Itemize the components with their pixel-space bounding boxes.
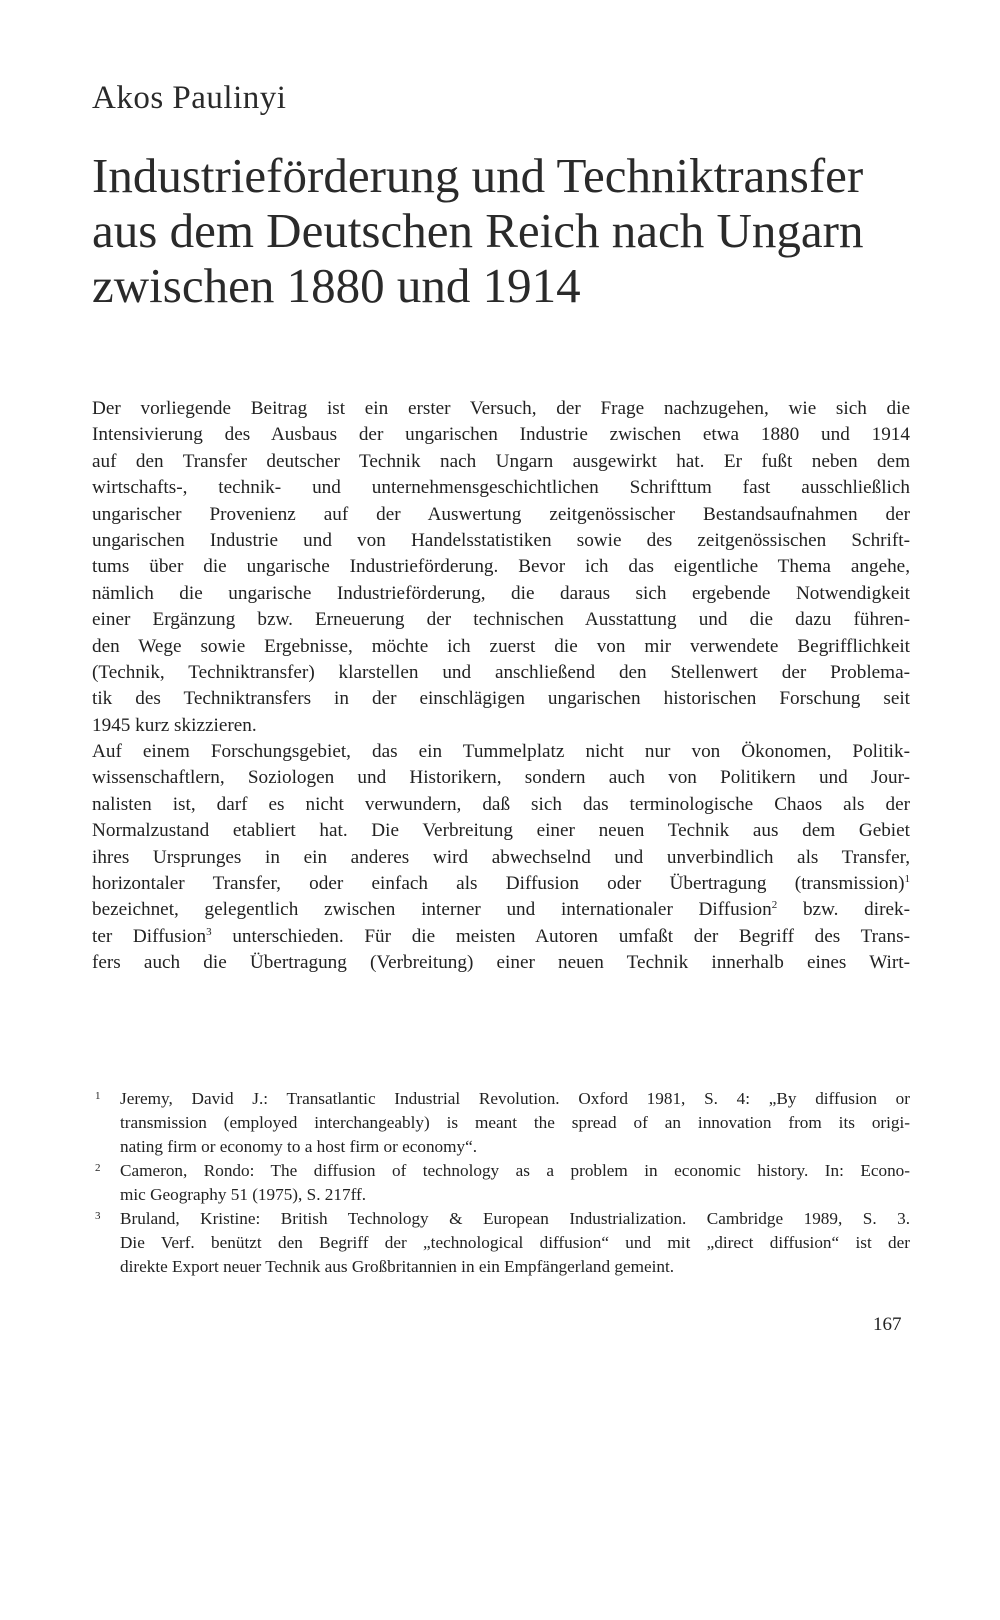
text-line: auf den Transfer deutscher Technik nach Ungarn ausgewirkt hat. Er fußt neben dem xyxy=(92,450,910,472)
paragraph-1 xyxy=(92,396,910,739)
text-line: (Technik, Techniktransfer) klarstellen und anschließend den Stellenwert der Problema- xyxy=(92,661,910,683)
footnote-line: direkte Export neuer Technik aus Großbritannien in ein Empfängerland gemeint. xyxy=(120,1257,675,1276)
author-name: Akos Paulinyi xyxy=(92,80,287,116)
text-line: Auf einem Forschungsgebiet, das ein Tummelplatz nicht nur von Ökonomen, Politik- xyxy=(92,741,910,763)
footnote-line: mic Geography 51 (1975), S. 217ff. xyxy=(120,1185,366,1204)
footnote-ref: 1 xyxy=(904,873,910,886)
text-line: ungarischer Provenienz auf der Auswertung zeitgenössischer Bestandsaufnahmen der xyxy=(92,503,910,525)
text-segment: horizontaler Transfer, oder einfach als Diffusion oder Übertragung (transmission) xyxy=(92,873,905,895)
text-line: ihres Ursprunges in ein anderes wird abwechselnd und unverbindlich als Transfer, xyxy=(92,846,910,868)
text-segment: ter Diffusion xyxy=(92,925,207,947)
text-segment: unterschieden. Für die meisten Autoren umfaßt der Begriff des Trans- xyxy=(211,925,910,947)
paragraph-2 xyxy=(92,739,910,977)
footnote-number: 2 xyxy=(95,1162,101,1174)
footnote xyxy=(92,1087,910,1159)
text-segment: bzw. direk- xyxy=(777,899,910,921)
footnote xyxy=(92,1159,910,1207)
text-line: Intensivierung des Ausbaus der ungarischen Industrie zwischen etwa 1880 und 1914 xyxy=(92,424,910,446)
article-title xyxy=(92,148,952,313)
footnote-number: 1 xyxy=(95,1090,101,1102)
text-line: nalisten ist, darf es nicht verwundern, daß sich das terminologische Chaos als der xyxy=(92,793,910,815)
footnote xyxy=(92,1207,910,1279)
text-line: ungarischen Industrie und von Handelsstatistiken sowie des zeitgenössischen Schrift- xyxy=(92,529,910,551)
text-line: einer Ergänzung bzw. Erneuerung der technischen Ausstattung und die dazu führen- xyxy=(92,609,910,631)
footnote-number: 3 xyxy=(95,1210,101,1222)
title-line: aus dem Deutschen Reich nach Ungarn xyxy=(92,203,864,258)
text-line: fers auch die Übertragung (Verbreitung) einer neuen Technik innerhalb eines Wirt- xyxy=(92,952,910,974)
text-line xyxy=(92,897,910,923)
text-line: 1945 kurz skizzieren. xyxy=(92,714,257,736)
footnotes xyxy=(92,1087,910,1279)
title-line: zwischen 1880 und 1914 xyxy=(92,258,581,313)
footnote-ref: 2 xyxy=(771,899,778,912)
article-body xyxy=(92,396,910,977)
text-line xyxy=(92,871,910,897)
text-line xyxy=(92,924,910,950)
footnote-line: Die Verf. benützt den Begriff der „technological diffusion“ und mit „direct diffusion“ ist der xyxy=(120,1233,910,1252)
text-line: Normalzustand etabliert hat. Die Verbreitung einer neuen Technik aus dem Gebiet xyxy=(92,820,910,842)
footnote-line: Cameron, Rondo: The diffusion of technology as a problem in economic history. In: Econo- xyxy=(120,1161,910,1180)
footnote-line: Bruland, Kristine: British Technology & European Industrialization. Cambridge 1989, S. 3. xyxy=(120,1209,910,1228)
footnote-line: transmission (employed interchangeably) is meant the spread of an innovation from its origi- xyxy=(120,1113,910,1132)
text-line: den Wege sowie Ergebnisse, möchte ich zuerst die von mir verwendete Begrifflichkeit xyxy=(92,635,910,657)
text-line: tums über die ungarische Industrieförderung. Bevor ich das eigentliche Thema angehe, xyxy=(92,556,910,578)
footnote-line: Jeremy, David J.: Transatlantic Industrial Revolution. Oxford 1981, S. 4: „By diffusion or xyxy=(120,1089,910,1108)
footnote-line: nating firm or economy to a host firm or economy“. xyxy=(120,1137,478,1156)
text-line: wirtschafts-, technik- und unternehmensgeschichtlichen Schrifttum fast ausschließlich xyxy=(92,477,910,499)
text-line: nämlich die ungarische Industrieförderung, die daraus sich ergebende Notwendigkeit xyxy=(92,582,910,604)
text-line: Der vorliegende Beitrag ist ein erster Versuch, der Frage nachzugehen, wie sich die xyxy=(92,398,910,419)
footnote-ref: 3 xyxy=(206,925,212,938)
text-segment: bezeichnet, gelegentlich zwischen interner und internationaler Diffusion xyxy=(92,899,772,921)
text-line: tik des Techniktransfers in der einschlägigen ungarischen historischen Forschung seit xyxy=(92,688,910,710)
page-number: 167 xyxy=(873,1314,902,1335)
text-line: wissenschaftlern, Soziologen und Historikern, sondern auch von Politikern und Jour- xyxy=(92,767,910,789)
title-line: Industrieförderung und Techniktransfer xyxy=(92,148,864,203)
